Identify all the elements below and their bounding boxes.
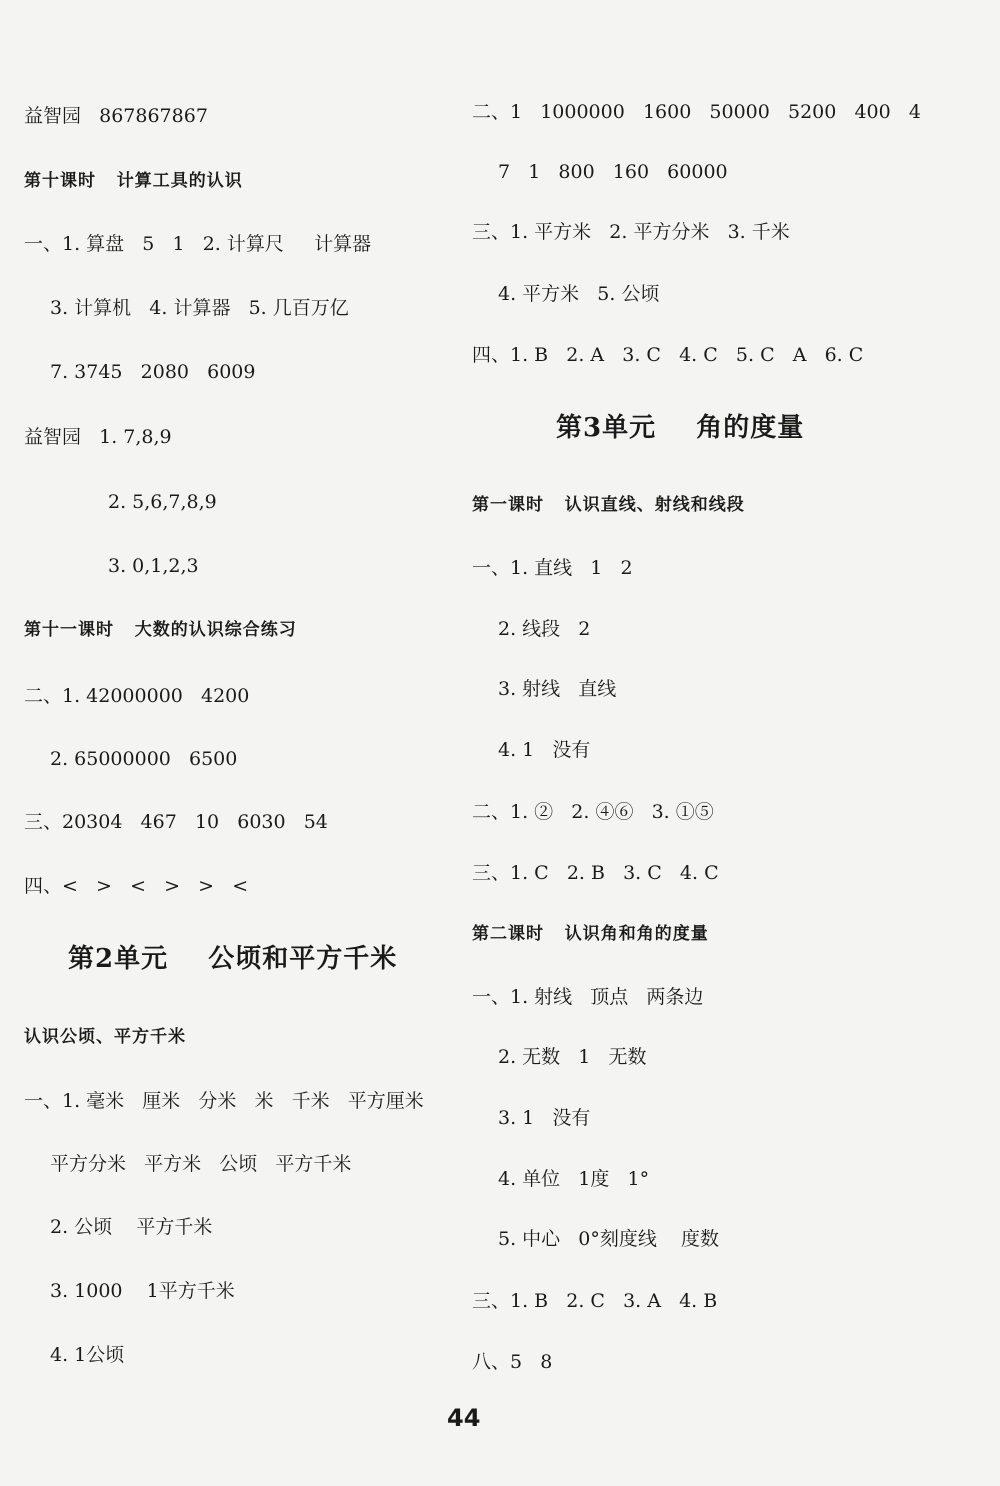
answer-line: 二、1. ② 2. ④⑥ 3. ①⑤ [472, 801, 714, 823]
answer-line: 4. 单位 1度 1° [498, 1168, 650, 1190]
page-number: 44 [447, 1404, 481, 1432]
answer-line: 2. 无数 1 无数 [498, 1046, 647, 1068]
answer-line: 4. 1 没有 [498, 739, 591, 761]
answer-line: 3. 1000 1平方千米 [50, 1280, 235, 1302]
lesson-heading: 第一课时 认识直线、射线和线段 [472, 495, 745, 515]
answer-line: 八、5 8 [472, 1351, 553, 1373]
unit-title: 第3单元 角的度量 [556, 413, 805, 443]
lesson-heading: 认识公顷、平方千米 [24, 1027, 186, 1047]
answer-line: 一、1. 算盘 5 1 2. 计算尺 计算器 [24, 233, 372, 255]
answer-line: 2. 65000000 6500 [50, 748, 238, 770]
lesson-heading: 第十一课时 大数的认识综合练习 [24, 620, 297, 640]
answer-line: 7 1 800 160 60000 [498, 161, 728, 183]
answer-line: 四、< > < > > < [24, 875, 249, 897]
answer-line: 3. 射线 直线 [498, 678, 617, 700]
answer-line: 益智园 867867867 [24, 105, 208, 127]
answer-line: 3. 0,1,2,3 [108, 555, 199, 577]
lesson-heading: 第十课时 计算工具的认识 [24, 171, 243, 191]
answer-line: 4. 1公顷 [50, 1344, 125, 1366]
answer-line: 一、1. 射线 顶点 两条边 [472, 986, 704, 1008]
answer-line: 2. 5,6,7,8,9 [108, 491, 217, 513]
answer-line: 5. 中心 0°刻度线 度数 [498, 1228, 720, 1250]
answer-line: 三、1. 平方米 2. 平方分米 3. 千米 [472, 221, 790, 243]
answer-line: 7. 3745 2080 6009 [50, 361, 256, 383]
answer-line: 2. 公顷 平方千米 [50, 1216, 213, 1238]
answer-line: 四、1. B 2. A 3. C 4. C 5. C A 6. C [472, 344, 864, 366]
answer-line: 二、1. 42000000 4200 [24, 685, 250, 707]
answer-line: 3. 1 没有 [498, 1107, 591, 1129]
answer-line: 三、20304 467 10 6030 54 [24, 811, 328, 833]
answer-line: 4. 平方米 5. 公顷 [498, 283, 660, 305]
answer-line: 3. 计算机 4. 计算器 5. 几百万亿 [50, 297, 349, 319]
answer-line: 一、1. 直线 1 2 [472, 557, 633, 579]
answer-line: 平方分米 平方米 公顷 平方千米 [50, 1153, 352, 1175]
answer-line: 益智园 1. 7,8,9 [24, 426, 172, 448]
answer-line: 一、1. 毫米 厘米 分米 米 千米 平方厘米 [24, 1090, 424, 1112]
answer-line: 三、1. B 2. C 3. A 4. B [472, 1290, 718, 1312]
answer-line: 2. 线段 2 [498, 618, 591, 640]
unit-title: 第2单元 公顷和平方千米 [68, 944, 398, 974]
answer-line: 二、1 1000000 1600 50000 5200 400 4 [472, 101, 921, 123]
answer-line: 三、1. C 2. B 3. C 4. C [472, 862, 719, 884]
lesson-heading: 第二课时 认识角和角的度量 [472, 924, 709, 944]
